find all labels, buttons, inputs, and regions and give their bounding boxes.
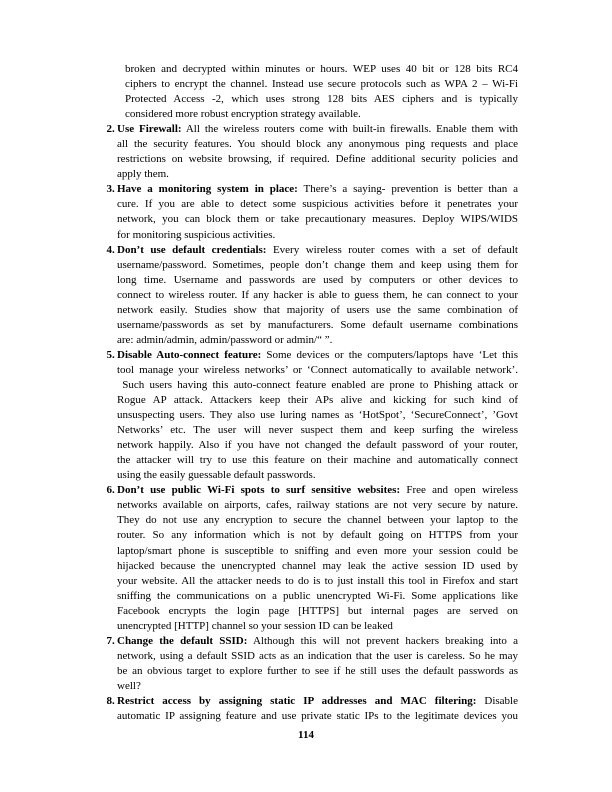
line-text: Every wireless router comes with a set of default — [266, 243, 518, 256]
text-line: username/password. Sometimes, people don’t change them and keep using them for — [117, 258, 518, 271]
line-text: broken and decrypted within minutes or hours. WEP uses 40 bit or 128 bits RC4 — [125, 63, 518, 75]
line-text: Some devices or the computers/laptops have ‘Let this — [261, 348, 519, 361]
list-number: 2. — [106, 123, 115, 136]
text-line: for monitoring suspicious activities. — [117, 228, 276, 241]
line-text: Free and open wireless — [400, 484, 518, 497]
text-line: be an obvious target to explore further to see if he still uses the default passwords as — [117, 664, 518, 677]
text-line: the attacker will try to use this feature on their machine and automatically connect — [117, 454, 518, 467]
list-item — [106, 483, 518, 633]
item-heading: Have a monitoring system in place: — [117, 183, 298, 196]
text-line — [106, 122, 519, 137]
list-number: 6. — [106, 484, 115, 497]
text-line — [106, 243, 518, 258]
item-heading: Don’t use public Wi-Fi spots to surf sensitive websites: — [117, 484, 401, 497]
text-line: ciphers to encrypt the channel. Instead use secure protocols such as WPA 2 – Wi-Fi — [125, 78, 518, 91]
text-line: They do not use any encryption to secure the channel between your laptop to the — [117, 514, 518, 527]
text-line: Such users having this auto-connect feature enabled are prone to Phishing attack or — [117, 378, 518, 391]
line-text: All the wireless routers come with built-in firewalls. Enable them with — [181, 123, 519, 136]
item-heading: Don’t use default credentials: — [117, 243, 267, 256]
line-text: Although this will not prevent hackers breaking into a — [247, 634, 518, 647]
text-line — [125, 62, 518, 77]
text-line: unencrypted [HTTP] channel so your session ID can be leaked — [117, 619, 393, 632]
text-line: network, using a default SSID acts as an indication that the user is careless. So he may — [117, 649, 518, 662]
text-line — [106, 483, 518, 498]
text-line — [106, 634, 518, 649]
item-heading: Disable Auto-connect feature: — [117, 348, 262, 361]
list-item — [106, 694, 518, 724]
text-line — [106, 694, 518, 709]
list-item — [106, 243, 518, 348]
list-item — [106, 122, 519, 182]
text-line: are: admin/admin, admin/password or admin/“ ”. — [117, 333, 333, 346]
text-line: considered more robust encryption strategy available. — [125, 108, 361, 121]
text-line: connect to wireless router. If any hacker is able to guess them, he can connect to your — [117, 288, 518, 301]
text-line: network happily. Also if you have not changed the default password of your router, — [117, 439, 518, 452]
item-heading: Restrict access by assigning static IP addresses and MAC filtering: — [117, 694, 477, 707]
item-heading: Use Firewall: — [117, 123, 182, 136]
list-item — [106, 182, 518, 242]
text-line: networks available on airports, cafes, railway stations are not very secure by nature. — [117, 499, 518, 512]
text-line: laptop/smart phone is susceptible to sniffing and even more your session could be — [117, 544, 518, 557]
list-number: 5. — [106, 348, 115, 361]
page-number: 114 — [298, 729, 314, 741]
list-number: 3. — [106, 183, 115, 196]
text-line: using the easily guessable default passwords. — [117, 469, 316, 482]
list-item — [106, 634, 518, 694]
text-line: apply them. — [117, 168, 169, 181]
list-item — [106, 348, 519, 483]
list-number: 4. — [106, 243, 115, 256]
text-line: your website. All the attacker needs to do is to just install this tool in Firefox and start — [117, 574, 518, 587]
text-line: unsuspecting users. They also use luring names as ‘HotSpot’, ‘SecureConnect’, ’Govt — [117, 409, 518, 422]
item-heading: Change the default SSID: — [117, 634, 248, 647]
text-line: network, you can block them or take precautionary measures. Deploy WIPS/WIDS — [117, 213, 518, 226]
text-line: automatic IP assigning feature and use private static IPs to the legitimate devices you — [117, 710, 518, 723]
list-number: 8. — [106, 694, 115, 707]
continuation-paragraph — [125, 62, 518, 122]
text-line: Rogue AP attack. Attackers keep their APs alive and kicking for such kind of — [117, 394, 518, 407]
text-line — [106, 182, 518, 197]
text-line: restrictions on website browsing, if required. Define additional security policies and — [117, 153, 518, 166]
text-line: Facebook encrypts the login page [HTTPS] but internal pages are served on — [117, 604, 518, 617]
text-line: network easily. Studies show that majority of users use the same combination of — [117, 303, 518, 316]
body-text — [106, 62, 519, 724]
text-line: long time. Username and passwords are used by computers or other devices to — [117, 273, 518, 286]
text-line: router. So any information which is not by default going on HTTPS from your — [117, 529, 518, 542]
text-line: all the security features. You should block any anonymous ping requests and place — [117, 138, 518, 151]
text-line: hijacked because the unencrypted channel may leak the active session ID used by — [117, 559, 518, 572]
text-line: cure. If you are able to detect some suspicious activities before it penetrates your — [117, 198, 518, 211]
text-line: Protected Access -2, which uses strong 128 bits AES ciphers and is typically — [125, 93, 518, 106]
text-line: tool manage your wireless networks’ or ‘Connect automatically to available network’. — [117, 363, 518, 376]
list-number: 7. — [106, 634, 115, 647]
text-line: well? — [117, 679, 141, 692]
line-text: Disable — [476, 694, 518, 707]
text-line: username/passwords as set by manufacturers. Some default username combinations — [117, 318, 518, 331]
line-text: There’s a saying- prevention is better than a — [297, 183, 518, 196]
text-line: sniffing the communications on a public unencrypted Wi-Fi. Some applications like — [117, 589, 518, 602]
text-line: Networks’ etc. The user will never suspect them and keep surfing the wireless — [117, 424, 518, 437]
text-line — [106, 348, 519, 363]
